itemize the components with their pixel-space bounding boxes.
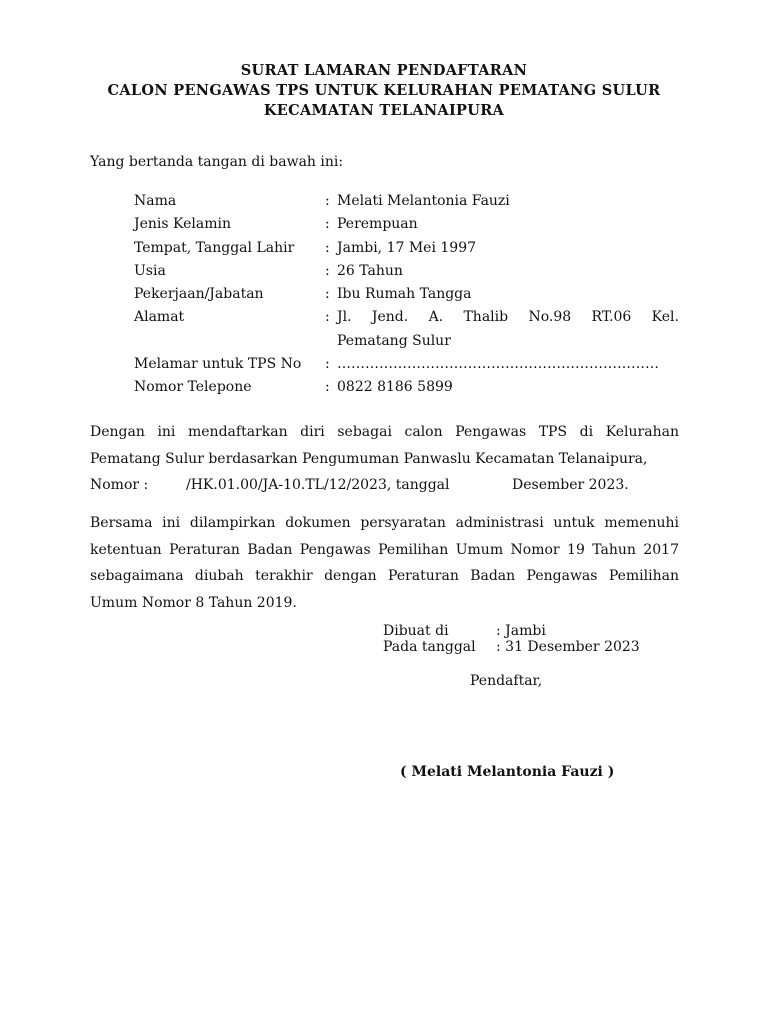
field-value: 0822 8186 5899 <box>337 379 453 396</box>
address-word: Thalib <box>463 309 509 326</box>
field-value: Perempuan <box>337 216 418 233</box>
field-colon: : <box>325 309 330 326</box>
field-label: Pekerjaan/Jabatan <box>134 286 264 303</box>
pendaftar-label: Pendaftar, <box>470 673 543 689</box>
field-value: 26 Tahun <box>337 262 403 279</box>
date-row <box>383 639 640 655</box>
field-jenis-kelamin <box>134 213 679 236</box>
field-colon: : <box>325 216 330 233</box>
field-ttl <box>134 237 679 260</box>
field-label: Tempat, Tanggal Lahir <box>134 239 295 256</box>
address-line-1 <box>337 306 679 329</box>
field-label: Nomor Telepone <box>134 379 252 396</box>
field-value: Ibu Rumah Tangga <box>337 286 472 303</box>
word: ini <box>157 424 176 440</box>
address-word: Jend. <box>371 309 409 326</box>
field-label: Nama <box>134 193 177 209</box>
date-label: Pada tanggal <box>383 639 476 655</box>
nomor-line <box>90 472 679 499</box>
paragraph-registration <box>90 419 679 499</box>
nomor-value: /HK.01.00/JA-10.TL/12/2023, tanggal <box>186 477 450 493</box>
place-value: : Jambi <box>496 623 546 639</box>
document-title <box>0 61 768 121</box>
field-label: Melamar untuk TPS No <box>134 356 302 373</box>
field-colon: : <box>325 239 330 256</box>
field-label: Usia <box>134 262 166 279</box>
intro-text: Yang bertanda tangan di bawah ini: <box>90 154 344 170</box>
address-word: No.98 <box>528 309 572 326</box>
field-label: Jenis Kelamin <box>134 216 231 233</box>
paragraph-line: ketentuan Peraturan Badan Pengawas Pemilihan Umum Nomor 19 Tahun 2017 <box>90 541 679 558</box>
place-label: Dibuat di <box>383 623 449 639</box>
field-tps <box>134 353 679 376</box>
field-value: Melati Melantonia Fauzi <box>337 193 510 209</box>
place-date-block <box>383 623 640 655</box>
field-colon: : <box>325 356 330 373</box>
date-value: : 31 Desember 2023 <box>496 639 640 655</box>
word: sebagai <box>337 424 392 440</box>
field-colon: : <box>325 379 330 396</box>
field-colon: : <box>325 193 330 209</box>
paragraph-line <box>90 419 679 446</box>
word: Pengawas <box>455 424 527 440</box>
field-colon: : <box>325 286 330 303</box>
paragraph-line: sebagaimana diubah terakhir dengan Peraturan Badan Pengawas Pemilihan <box>90 568 679 584</box>
address-word: RT.06 <box>591 309 632 326</box>
word: calon <box>404 424 443 440</box>
word: Kelurahan <box>605 424 679 440</box>
field-label: Alamat <box>134 309 185 326</box>
field-value: Jambi, 17 Mei 1997 <box>337 239 477 256</box>
field-colon: : <box>325 262 330 279</box>
field-pekerjaan <box>134 283 679 306</box>
field-value: …………………………………………………………… <box>337 356 659 373</box>
address-word: Kel. <box>651 309 679 326</box>
word: Dengan <box>90 424 145 440</box>
word: diri <box>300 424 325 440</box>
title-line-3: KECAMATAN TELANAIPURA <box>263 102 505 119</box>
place-row <box>383 623 640 639</box>
word: di <box>579 424 594 440</box>
address-word: Jl. <box>337 309 352 326</box>
applicant-fields <box>134 190 679 400</box>
title-line-2: CALON PENGAWAS TPS UNTUK KELURAHAN PEMATANG SULUR <box>107 82 661 99</box>
field-value <box>337 306 679 353</box>
word: TPS <box>538 424 568 440</box>
address-line-2: Pematang Sulur <box>337 332 451 349</box>
paragraph-line: Pematang Sulur berdasarkan Pengumuman Panwaslu Kecamatan Telanaipura, <box>90 450 648 467</box>
field-nama <box>134 190 679 213</box>
field-telepon <box>134 376 679 399</box>
paragraph-line: Umum Nomor 8 Tahun 2019. <box>90 594 297 611</box>
field-alamat <box>134 306 679 353</box>
title-line-1: SURAT LAMARAN PENDAFTARAN <box>240 62 528 79</box>
nomor-date: Desember 2023. <box>512 477 629 493</box>
signer-name: ( Melati Melantonia Fauzi ) <box>400 764 615 780</box>
address-word: A. <box>428 309 444 326</box>
paragraph-attachments <box>90 510 679 616</box>
paragraph-line: Bersama ini dilampirkan dokumen persyaratan administrasi untuk memenuhi <box>90 515 679 531</box>
field-usia <box>134 260 679 283</box>
word: mendaftarkan <box>188 424 288 440</box>
nomor-label: Nomor : <box>90 477 149 493</box>
